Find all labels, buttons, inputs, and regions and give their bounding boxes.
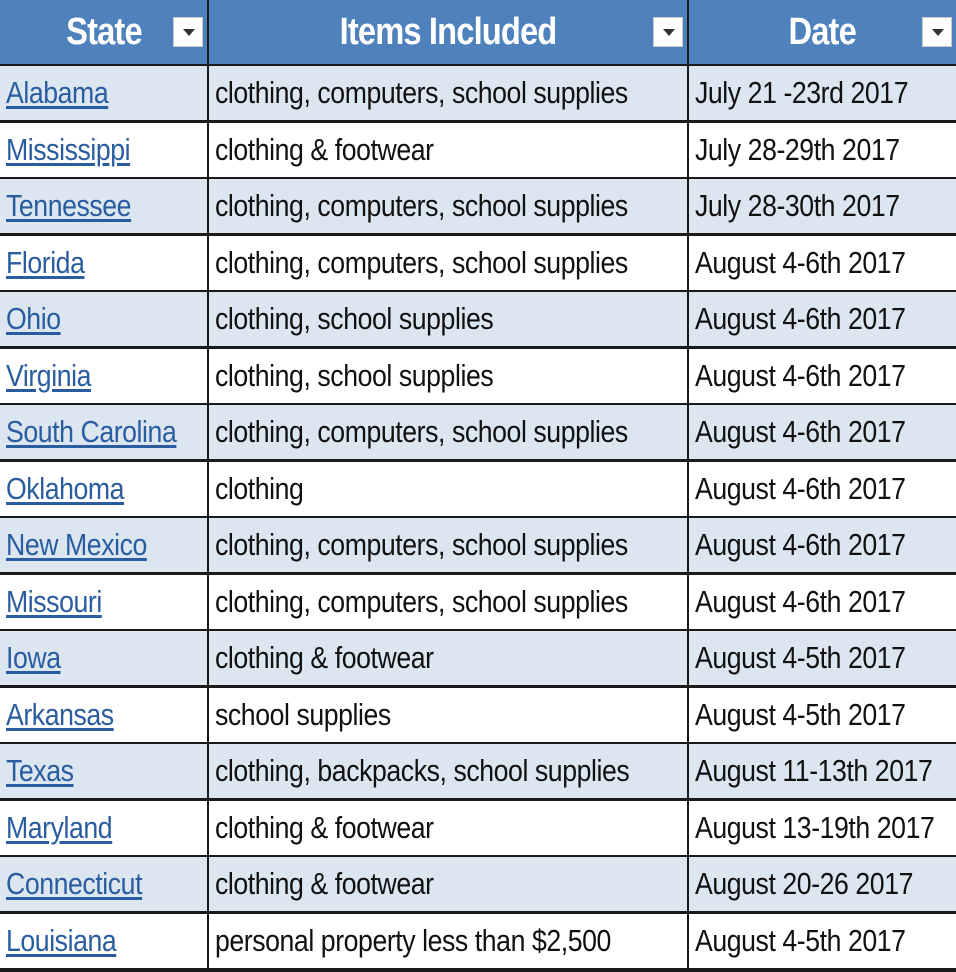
items-cell — [209, 66, 687, 120]
items-cell — [209, 292, 687, 346]
date-cell: August 4-6th 2017 — [695, 414, 906, 449]
state-cell[interactable] — [0, 518, 207, 572]
items-cell: clothing & footwear — [215, 132, 434, 167]
items-cell: clothing — [215, 471, 304, 506]
state-cell[interactable] — [0, 349, 207, 403]
items-cell: clothing, computers, school supplies — [215, 75, 628, 110]
table-row — [0, 744, 956, 798]
table-row — [0, 857, 956, 911]
column-header-label: State — [65, 11, 142, 53]
items-cell — [209, 518, 687, 572]
items-cell: clothing, computers, school supplies — [215, 188, 628, 223]
items-cell: clothing, school supplies — [215, 358, 494, 393]
items-cell: clothing & footwear — [215, 640, 434, 675]
date-cell: August 4-6th 2017 — [695, 245, 906, 280]
date-cell: August 4-5th 2017 — [695, 923, 906, 958]
table-row — [0, 292, 956, 346]
table-row — [0, 631, 956, 685]
items-cell — [209, 349, 687, 403]
items-cell: clothing, computers, school supplies — [215, 584, 628, 619]
state-cell[interactable] — [0, 179, 207, 233]
items-cell: school supplies — [215, 697, 391, 732]
table-row — [0, 405, 956, 459]
items-cell: personal property less than $2,500 — [215, 923, 611, 958]
date-cell — [689, 349, 956, 403]
items-cell — [209, 857, 687, 911]
items-cell: clothing, computers, school supplies — [215, 245, 628, 280]
state-link[interactable]: Oklahoma — [6, 471, 125, 506]
date-cell — [689, 688, 956, 742]
table-row — [0, 518, 956, 572]
filter-dropdown-arrow-icon[interactable] — [922, 17, 952, 47]
items-cell — [209, 631, 687, 685]
date-cell: August 4-6th 2017 — [695, 358, 906, 393]
state-link[interactable]: Missouri — [6, 584, 102, 619]
date-cell: August 4-6th 2017 — [695, 301, 906, 336]
state-link[interactable]: South Carolina — [6, 414, 177, 449]
state-cell[interactable] — [0, 292, 207, 346]
items-cell — [209, 236, 687, 290]
column-header-items[interactable] — [209, 0, 687, 64]
table-row — [0, 349, 956, 403]
date-cell: August 4-6th 2017 — [695, 471, 906, 506]
items-cell — [209, 801, 687, 855]
date-cell — [689, 857, 956, 911]
table-row — [0, 66, 956, 120]
date-cell: July 21 -23rd 2017 — [695, 75, 909, 110]
column-header-label: Items Included — [339, 11, 557, 53]
items-cell — [209, 914, 687, 968]
items-cell — [209, 405, 687, 459]
state-link[interactable]: Louisiana — [6, 923, 117, 958]
table-row — [0, 688, 956, 742]
state-link[interactable]: Ohio — [6, 301, 61, 336]
date-cell: July 28-30th 2017 — [695, 188, 900, 223]
date-cell — [689, 292, 956, 346]
table-row — [0, 123, 956, 177]
table-row — [0, 801, 956, 855]
state-cell[interactable] — [0, 405, 207, 459]
state-link[interactable]: Virginia — [6, 358, 91, 393]
date-cell — [689, 462, 956, 516]
state-link[interactable]: Arkansas — [6, 697, 114, 732]
items-cell: clothing, school supplies — [215, 301, 494, 336]
items-cell: clothing, backpacks, school supplies — [215, 753, 630, 788]
state-link[interactable]: Tennessee — [6, 188, 132, 223]
date-cell — [689, 66, 956, 120]
state-cell[interactable] — [0, 631, 207, 685]
date-cell — [689, 123, 956, 177]
state-cell[interactable] — [0, 857, 207, 911]
column-header-state[interactable] — [0, 0, 207, 64]
state-link[interactable]: Alabama — [6, 75, 109, 110]
date-cell — [689, 405, 956, 459]
date-cell: August 13-19th 2017 — [695, 810, 935, 845]
date-cell — [689, 631, 956, 685]
state-link[interactable]: Texas — [6, 753, 74, 788]
state-cell[interactable] — [0, 236, 207, 290]
items-cell: clothing, computers, school supplies — [215, 414, 628, 449]
state-cell[interactable] — [0, 123, 207, 177]
items-cell — [209, 179, 687, 233]
items-cell: clothing & footwear — [215, 866, 434, 901]
table-row — [0, 914, 956, 968]
state-link[interactable]: Florida — [6, 245, 85, 280]
state-cell[interactable] — [0, 801, 207, 855]
table-row — [0, 575, 956, 629]
items-cell — [209, 744, 687, 798]
table-row — [0, 462, 956, 516]
table-row — [0, 179, 956, 233]
date-cell: August 11-13th 2017 — [695, 753, 933, 788]
items-cell — [209, 123, 687, 177]
date-cell: August 4-5th 2017 — [695, 640, 906, 675]
date-cell: August 20-26 2017 — [695, 866, 914, 901]
date-cell: July 28-29th 2017 — [695, 132, 900, 167]
table-row — [0, 236, 956, 290]
state-link[interactable]: Mississippi — [6, 132, 131, 167]
filter-dropdown-arrow-icon[interactable] — [173, 17, 203, 47]
state-cell[interactable] — [0, 66, 207, 120]
state-link[interactable]: Connecticut — [6, 866, 143, 901]
date-cell: August 4-5th 2017 — [695, 697, 906, 732]
state-cell[interactable] — [0, 914, 207, 968]
column-header-label: Date — [788, 11, 857, 53]
items-cell: clothing & footwear — [215, 810, 434, 845]
filter-dropdown-arrow-icon[interactable] — [653, 17, 683, 47]
items-cell: clothing, computers, school supplies — [215, 527, 628, 562]
date-cell — [689, 914, 956, 968]
state-link[interactable]: New Mexico — [6, 527, 147, 562]
state-cell[interactable] — [0, 575, 207, 629]
date-cell — [689, 744, 956, 798]
date-cell — [689, 518, 956, 572]
state-link[interactable]: Iowa — [6, 640, 61, 675]
column-header-date[interactable] — [689, 0, 956, 64]
date-cell — [689, 179, 956, 233]
items-cell — [209, 575, 687, 629]
state-cell[interactable] — [0, 462, 207, 516]
date-cell — [689, 575, 956, 629]
state-link[interactable]: Maryland — [6, 810, 113, 845]
state-cell[interactable] — [0, 688, 207, 742]
date-cell: August 4-6th 2017 — [695, 584, 906, 619]
date-cell: August 4-6th 2017 — [695, 527, 906, 562]
state-cell[interactable] — [0, 744, 207, 798]
items-cell — [209, 688, 687, 742]
date-cell — [689, 236, 956, 290]
date-cell — [689, 801, 956, 855]
items-cell — [209, 462, 687, 516]
